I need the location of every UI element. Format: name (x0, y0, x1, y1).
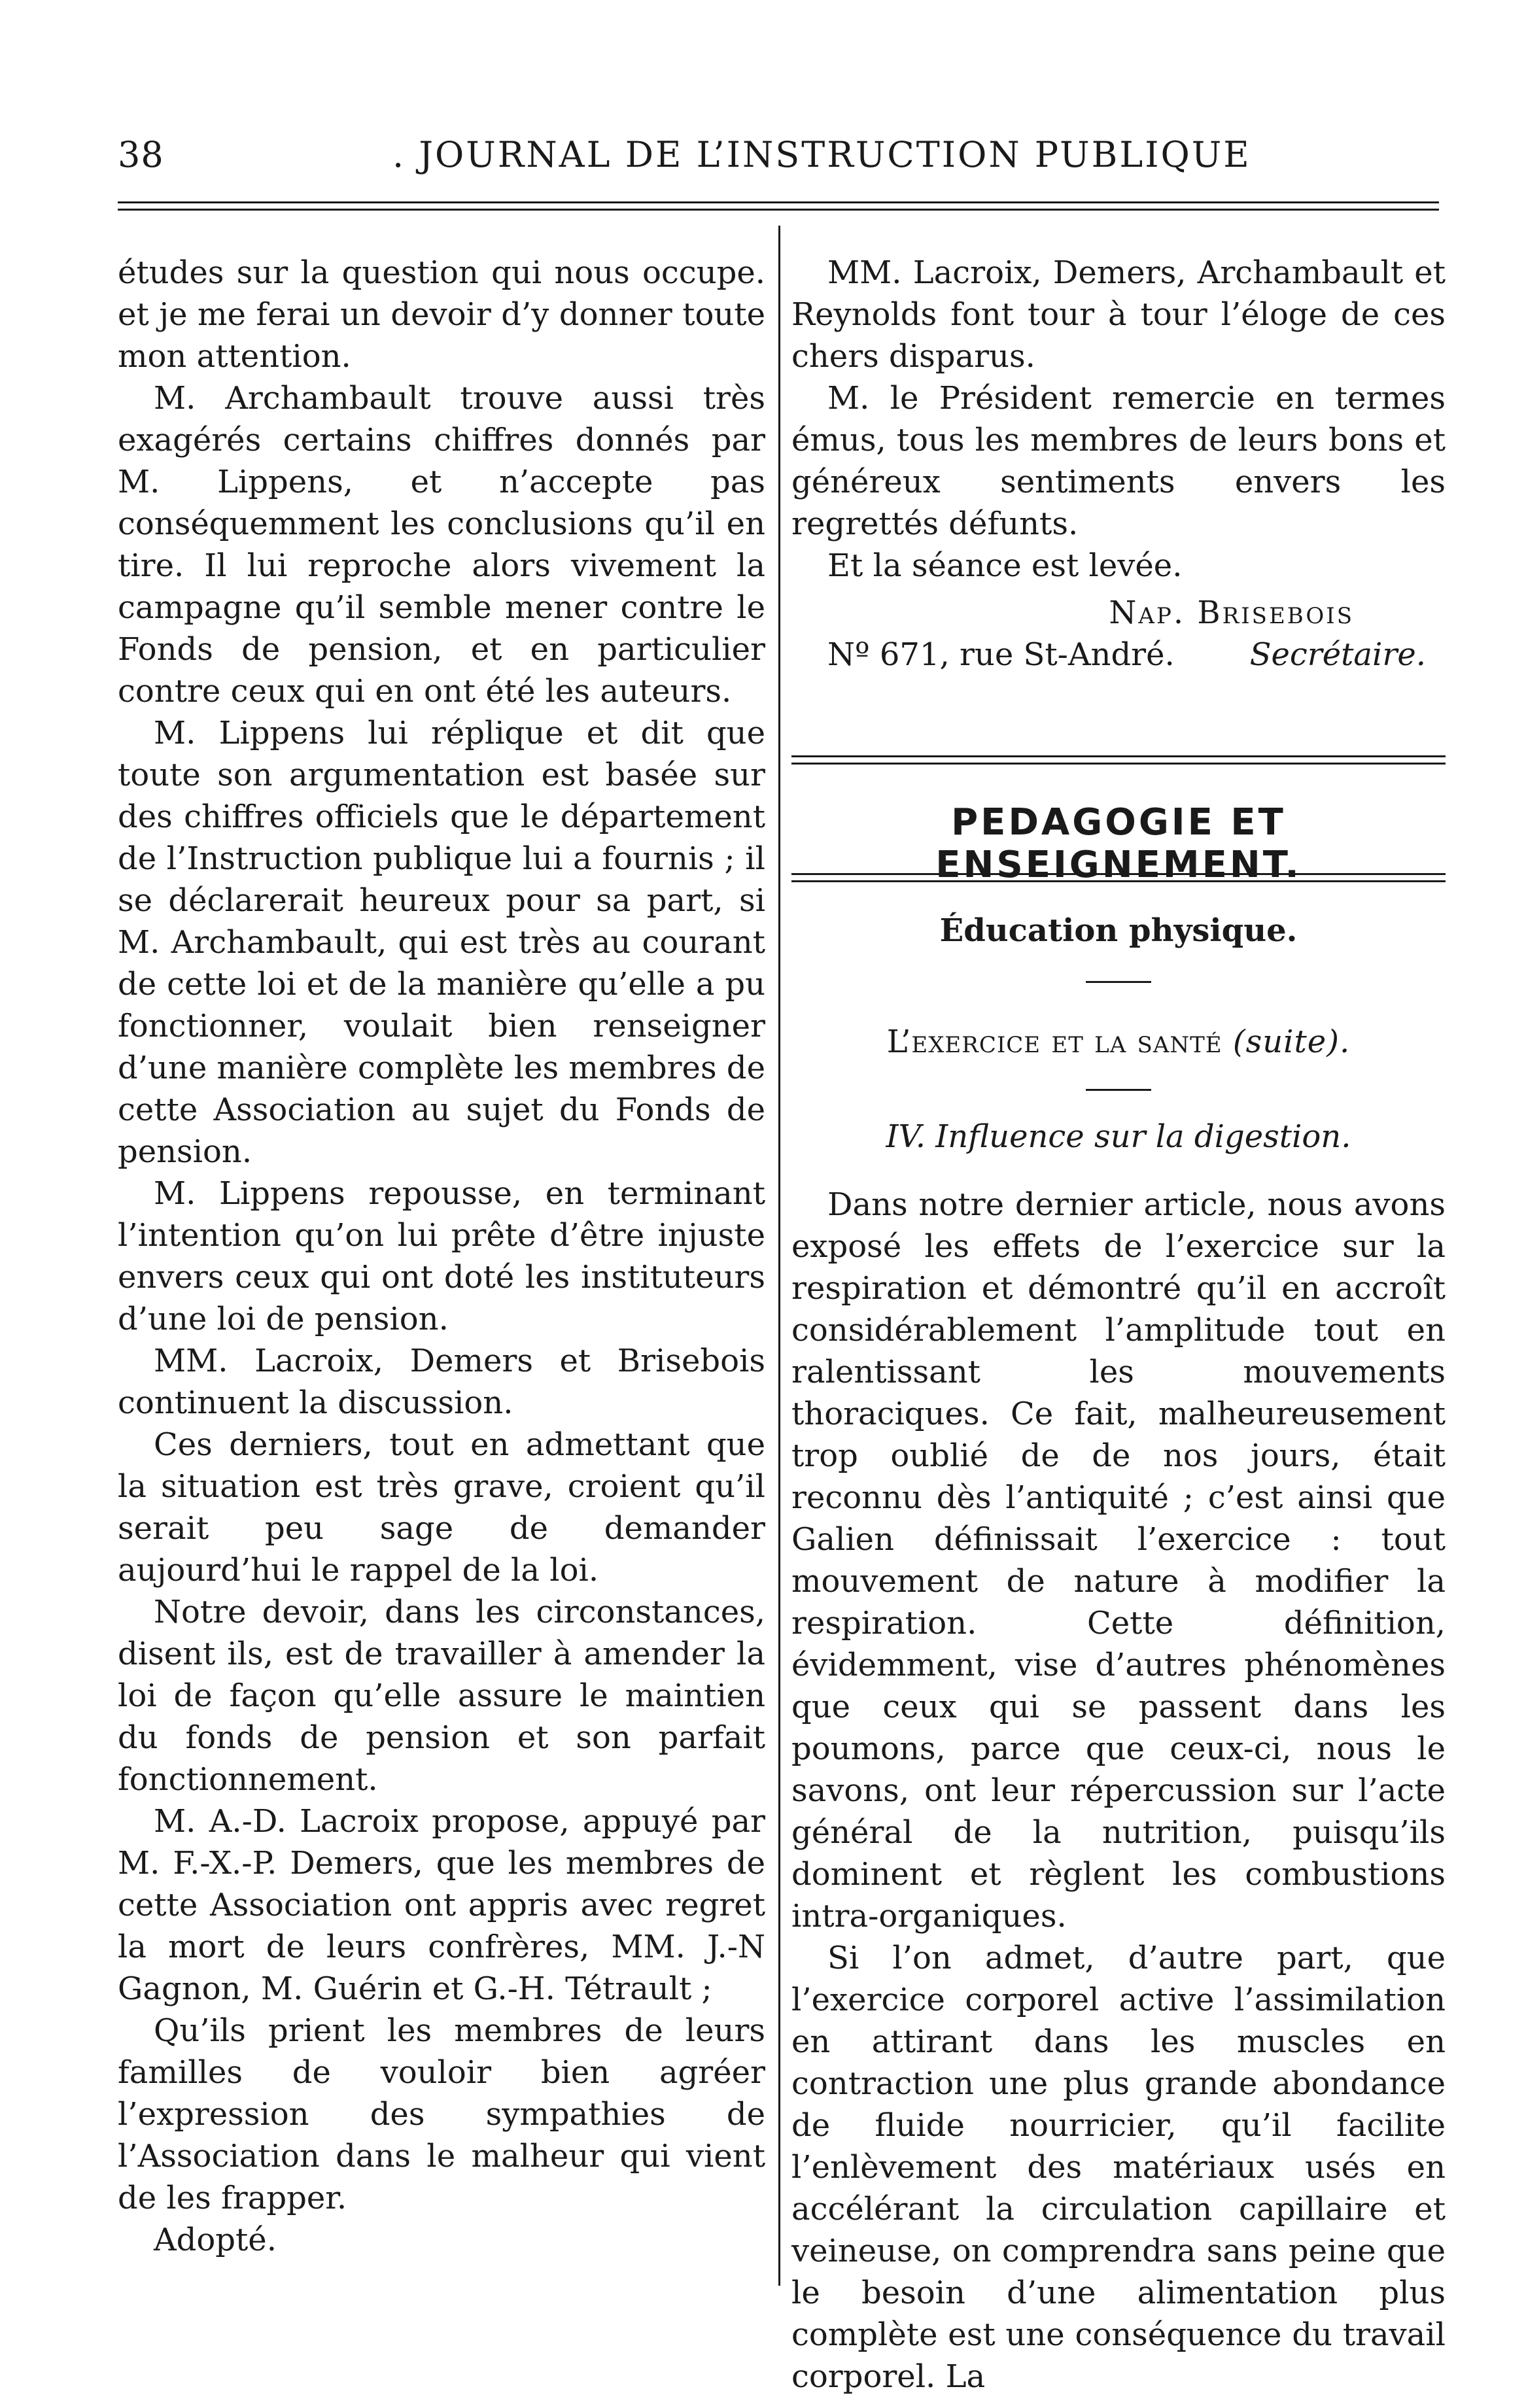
signature-address: Nº 671, rue St-André. (827, 636, 1175, 673)
page-header (118, 134, 1439, 186)
right-column-minutes (791, 252, 1446, 587)
header-rule (118, 201, 1439, 211)
left-paragraph: Notre devoir, dans les circonstances, disent ils, est de travailler à amender la loi de façon qu’elle assure le maintien du fonds de pension et son parfait fonctionnement. (118, 1594, 765, 1798)
left-paragraph: M. Archambault trouve aussi très exagérés certains chiffres donnés par M. Lippens, et n’accepte pas conséquemment les conclusions qu’il en tire. Il lui reproche alors vivement la campagne qu’il semble mener contre le Fonds de pension, et en particulier contre ceux qui en ont été les auteurs. (118, 380, 765, 710)
short-rule (1086, 981, 1151, 983)
left-paragraph: Qu’ils prient les membres de leurs familles de vouloir bien agréer l’expression des sympathies de l’Association dans le malheur qui vient de les frapper. (118, 2012, 765, 2216)
section-title: PEDAGOGIE ET ENSEIGNEMENT. (935, 801, 1302, 886)
left-paragraph: Ces derniers, tout en admettant que la situation est très grave, croient qu’il serait peu sage de demander aujourd’hui le rappel de la loi. (118, 1426, 765, 1589)
article-subject: Éducation physique. (939, 912, 1298, 949)
short-rule (1086, 1089, 1151, 1091)
running-head: . JOURNAL DE L’INSTRUCTION PUBLIQUE (392, 134, 1251, 175)
left-paragraph: M. Lippens lui réplique et dit que toute son argumentation est basée sur des chiffres officiels que le département de l’Instruction publique lui a fournis ; il se déclarerait heureux pour sa part, si M. Archambault, qui est très au courant de cette loi et de la manière qu’elle a pu fonctionner, voulait bien renseigner d’une manière complète les membres de cette Association au sujet du Fonds de pension. (118, 715, 765, 1170)
article-title-suffix: (suite). (1232, 1023, 1351, 1060)
article-paragraph: Si l’on admet, d’autre part, que l’exercice corporel active l’assimilation en attirant dans les muscles en contraction une plus grande abondance de fluide nourricier, qu’il facilite l’enlèvement des matériaux usés en accélérant la circulation capillaire et veineuse, on comprendra sans peine que le besoin d’une alimentation plus complète est une conséquence du travail corporel. La (791, 1940, 1446, 2395)
left-paragraph: études sur la question qui nous occupe. et je me ferai un devoir d’y donner toute mon attention. (118, 254, 765, 375)
signature-title: Secrétaire. (1249, 636, 1426, 673)
left-paragraph: MM. Lacroix, Demers et Brisebois continuent la discussion. (118, 1343, 765, 1421)
article-title-text: L’exercice et la santé (886, 1023, 1223, 1060)
signature-block (791, 592, 1446, 676)
column-divider (778, 226, 780, 2286)
article-paragraph: Dans notre dernier article, nous avons exposé les effets de l’exercice sur la respiration et démontré qu’il en accroît considérablement l’amplitude tout en ralentissant les mouvements thoraciques. Ce fait, malheureusement trop oublié de de nos jours, était reconnu dès l’antiquité ; c’est ainsi que Galien définissait l’exercice : tout mouvement de nature à modifier la respiration. Cette définition, évidemment, vise d’autres phénomènes que ceux qui se passent dans les poumons, parce que ceux-ci, nous le savons, ont leur répercussion sur l’acte général de la nutrition, puisqu’ils dominent et règlent les combustions intra-organiques. (791, 1186, 1446, 1935)
left-paragraph: Adopté. (154, 2222, 277, 2258)
article-title (791, 1023, 1446, 1060)
article-body (791, 1184, 1446, 2398)
right-paragraph: MM. Lacroix, Demers, Archambault et Reynolds font tour à tour l’éloge de ces chers disparus. (791, 254, 1446, 375)
section-rule-top (791, 755, 1446, 765)
right-paragraph: Et la séance est levée. (827, 547, 1183, 584)
right-paragraph: M. le Président remercie en termes émus, tous les membres de leurs bons et généreux sentiments envers les regrettés défunts. (791, 380, 1446, 542)
signature-name: Nap. Brisebois (1109, 594, 1354, 631)
section-rule-bottom (791, 873, 1446, 882)
left-paragraph: M. Lippens repousse, en terminant l’intention qu’on lui prête d’être injuste envers ceux qui ont doté les instituteurs d’une loi de pension. (118, 1175, 765, 1337)
page-number: 38 (118, 134, 164, 175)
chapter-title: IV. Influence sur la digestion. (886, 1118, 1351, 1155)
left-paragraph: M. A.-D. Lacroix propose, appuyé par M. F.-X.-P. Demers, que les membres de cette Association ont appris avec regret la mort de leurs confrères, MM. J.-N Gagnon, M. Guérin et G.-H. Tétrault ; (118, 1803, 765, 2007)
left-column (118, 252, 765, 2261)
